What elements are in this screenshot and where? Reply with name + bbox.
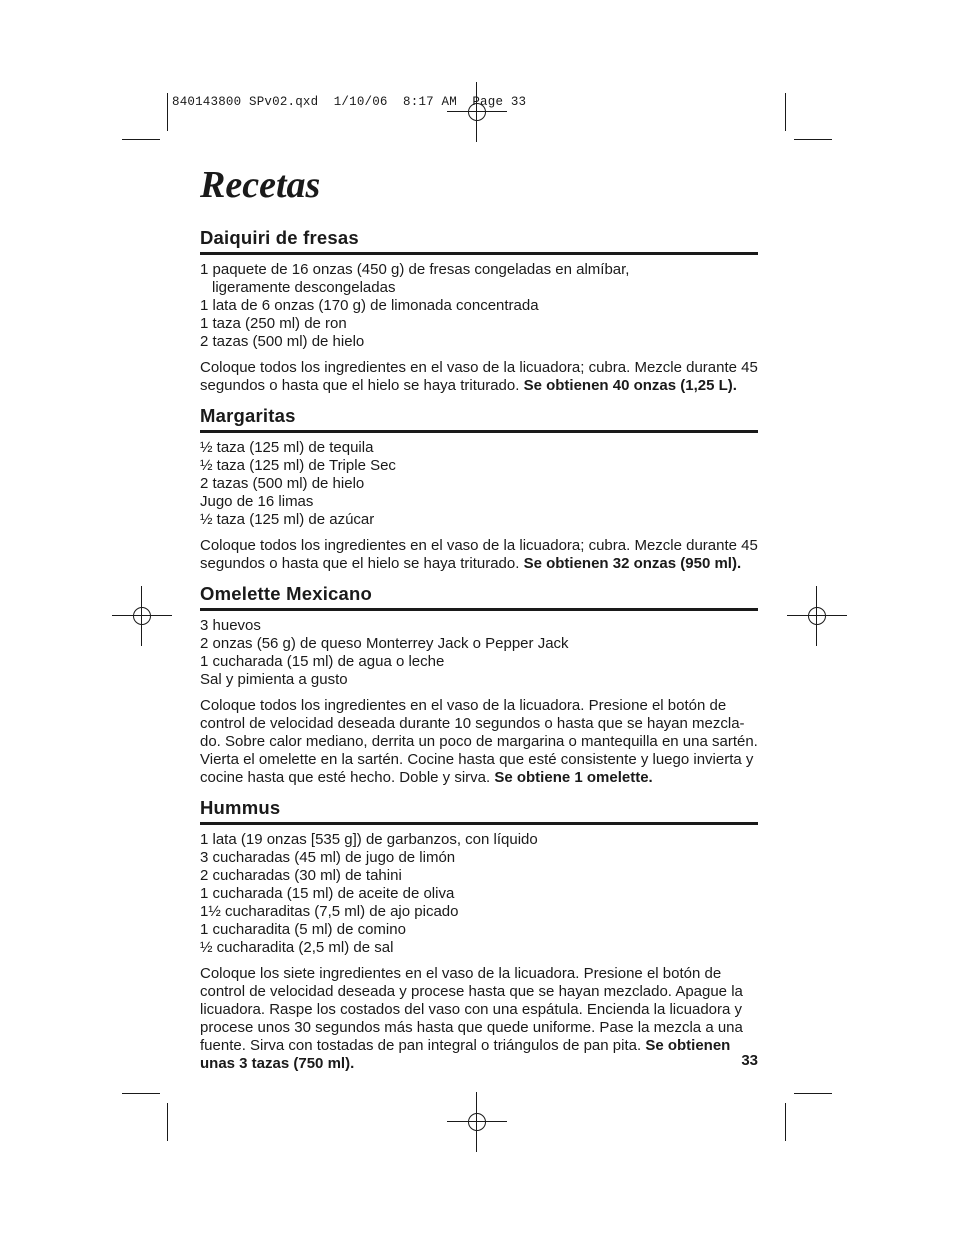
crop-mark [167, 93, 168, 131]
crop-mark [794, 1093, 832, 1094]
ingredient-text: ½ taza (125 ml) de Triple Sec [200, 456, 396, 474]
ingredient-continuation: ligeramente descongeladas [212, 278, 396, 296]
ingredient-item [200, 457, 758, 475]
recipe-title: Omelette Mexicano [200, 583, 758, 611]
ingredient-text: ½ cucharadita (2,5 ml) de sal [200, 938, 394, 956]
registration-mark-icon [787, 586, 847, 646]
ingredient-text: ½ taza (125 ml) de tequila [200, 438, 374, 456]
ingredient-text: 2 tazas (500 ml) de hielo [200, 474, 365, 492]
recipe-yield: Se obtienen 40 onzas (1,25 L). [523, 376, 737, 394]
ingredient-text: 1 cucharadita (5 ml) de comino [200, 920, 406, 938]
registration-mark-icon [112, 586, 172, 646]
page-number: 33 [741, 1052, 758, 1069]
ingredient-text: 1 cucharada (15 ml) de agua o leche [200, 652, 445, 670]
ingredient-text: 1 lata de 6 onzas (170 g) de limonada concentrada [200, 296, 539, 314]
ingredient-item [200, 493, 758, 511]
recipe-yield: Se obtiene 1 omelette. [494, 768, 653, 786]
recipe-title: Margaritas [200, 405, 758, 433]
ingredient-text: 1 lata (19 onzas [535 g]) de garbanzos, con líquido [200, 830, 538, 848]
ingredient-list [200, 831, 758, 957]
ingredient-item [200, 867, 758, 885]
ingredient-item [200, 315, 758, 333]
ingredient-item [200, 297, 758, 315]
recipe-instructions [200, 537, 758, 573]
registration-mark-icon [447, 82, 507, 142]
ingredient-list [200, 617, 758, 689]
ingredient-item [200, 333, 758, 351]
recipe-section [199, 583, 758, 787]
crop-mark [794, 139, 832, 140]
ingredient-list [200, 261, 758, 351]
recipe-section [199, 797, 758, 1073]
crop-mark [167, 1103, 168, 1141]
recipe-title: Daiquiri de fresas [200, 227, 758, 255]
ingredient-item [200, 261, 758, 297]
ingredient-text: 3 huevos [200, 616, 261, 634]
crop-mark [122, 139, 160, 140]
ingredient-text: 2 onzas (56 g) de queso Monterrey Jack o Pepper Jack [200, 634, 569, 652]
recipe-title: Hummus [200, 797, 758, 825]
ingredient-item [200, 439, 758, 457]
instructions-text: Coloque todos los ingredientes en el vaso de la licuadora; cubra. Mezcle durante 45 segundos o hasta que el hielo se haya triturado. [200, 536, 758, 572]
ingredient-text: 3 cucharadas (45 ml) de jugo de limón [200, 848, 456, 866]
ingredient-text: 2 tazas (500 ml) de hielo [200, 332, 365, 350]
ingredient-item [200, 617, 758, 635]
ingredient-text: 1 taza (250 ml) de ron [200, 314, 347, 332]
registration-mark-icon [447, 1092, 507, 1152]
ingredient-text: Sal y pimienta a gusto [200, 670, 348, 688]
recipe-section [199, 227, 758, 395]
recipe-list [199, 227, 758, 1073]
instructions-text: Coloque todos los ingredientes en el vaso de la licuadora; cubra. Mezcle durante 45 segundos o hasta que el hielo se haya triturado. [200, 358, 758, 394]
ingredient-text: 1 cucharada (15 ml) de aceite de oliva [200, 884, 455, 902]
recipe-instructions [200, 359, 758, 395]
ingredient-text: Jugo de 16 limas [200, 492, 314, 510]
recipe-yield: Se obtienen unas 3 tazas (750 ml). [200, 1036, 731, 1072]
crop-mark [785, 93, 786, 131]
ingredient-item [200, 511, 758, 529]
ingredient-item [200, 635, 758, 653]
recipe-instructions [200, 965, 758, 1073]
ingredient-list [200, 439, 758, 529]
ingredient-text: 1½ cucharaditas (7,5 ml) de ajo picado [200, 902, 459, 920]
ingredient-item [200, 885, 758, 903]
page-title: Recetas [200, 164, 321, 206]
ingredient-item [200, 671, 758, 689]
ingredient-item [200, 921, 758, 939]
ingredient-item [200, 939, 758, 957]
crop-mark [785, 1103, 786, 1141]
recipe-section [199, 405, 758, 573]
instructions-text: Coloque todos los ingredientes en el vaso de la licuadora. Presione el botón de control de velocidad deseada durante 10 segundos o hasta que se hayan mezcla-do. Sobre calor mediano, derrita un poco de margarina o mantequilla en una sartén. Vierta el omelette en la sartén. Cocine hasta que esté consistente y luego invierta y cocine hasta que esté hecho. Doble y sirva. [200, 696, 758, 786]
ingredient-item [200, 903, 758, 921]
ingredient-item [200, 831, 758, 849]
ingredient-item [200, 849, 758, 867]
file-slug: 840143800 SPv02.qxd 1/10/06 8:17 AM Page 33 [172, 95, 527, 109]
recipe-instructions [200, 697, 758, 787]
page-content [199, 160, 758, 1083]
ingredient-text: ½ taza (125 ml) de azúcar [200, 510, 375, 528]
ingredient-item [200, 475, 758, 493]
ingredient-item [200, 653, 758, 671]
ingredient-text: 2 cucharadas (30 ml) de tahini [200, 866, 402, 884]
instructions-text: Coloque los siete ingredientes en el vaso de la licuadora. Presione el botón de control de velocidad deseada y procese hasta que se hayan mezclado. Apague la licuadora. Raspe los costados del vaso con una espátula. Encienda la licuadora y procese unos 30 segundos más hasta que quede uniforme. Pase la mezcla a una fuente. Sirva con tostadas de pan integral o triángulos de pan pita. [200, 964, 743, 1054]
ingredient-text: 1 paquete de 16 onzas (450 g) de fresas congeladas en almíbar, [200, 260, 630, 278]
recipe-yield: Se obtienen 32 onzas (950 ml). [523, 554, 742, 572]
crop-mark [122, 1093, 160, 1094]
